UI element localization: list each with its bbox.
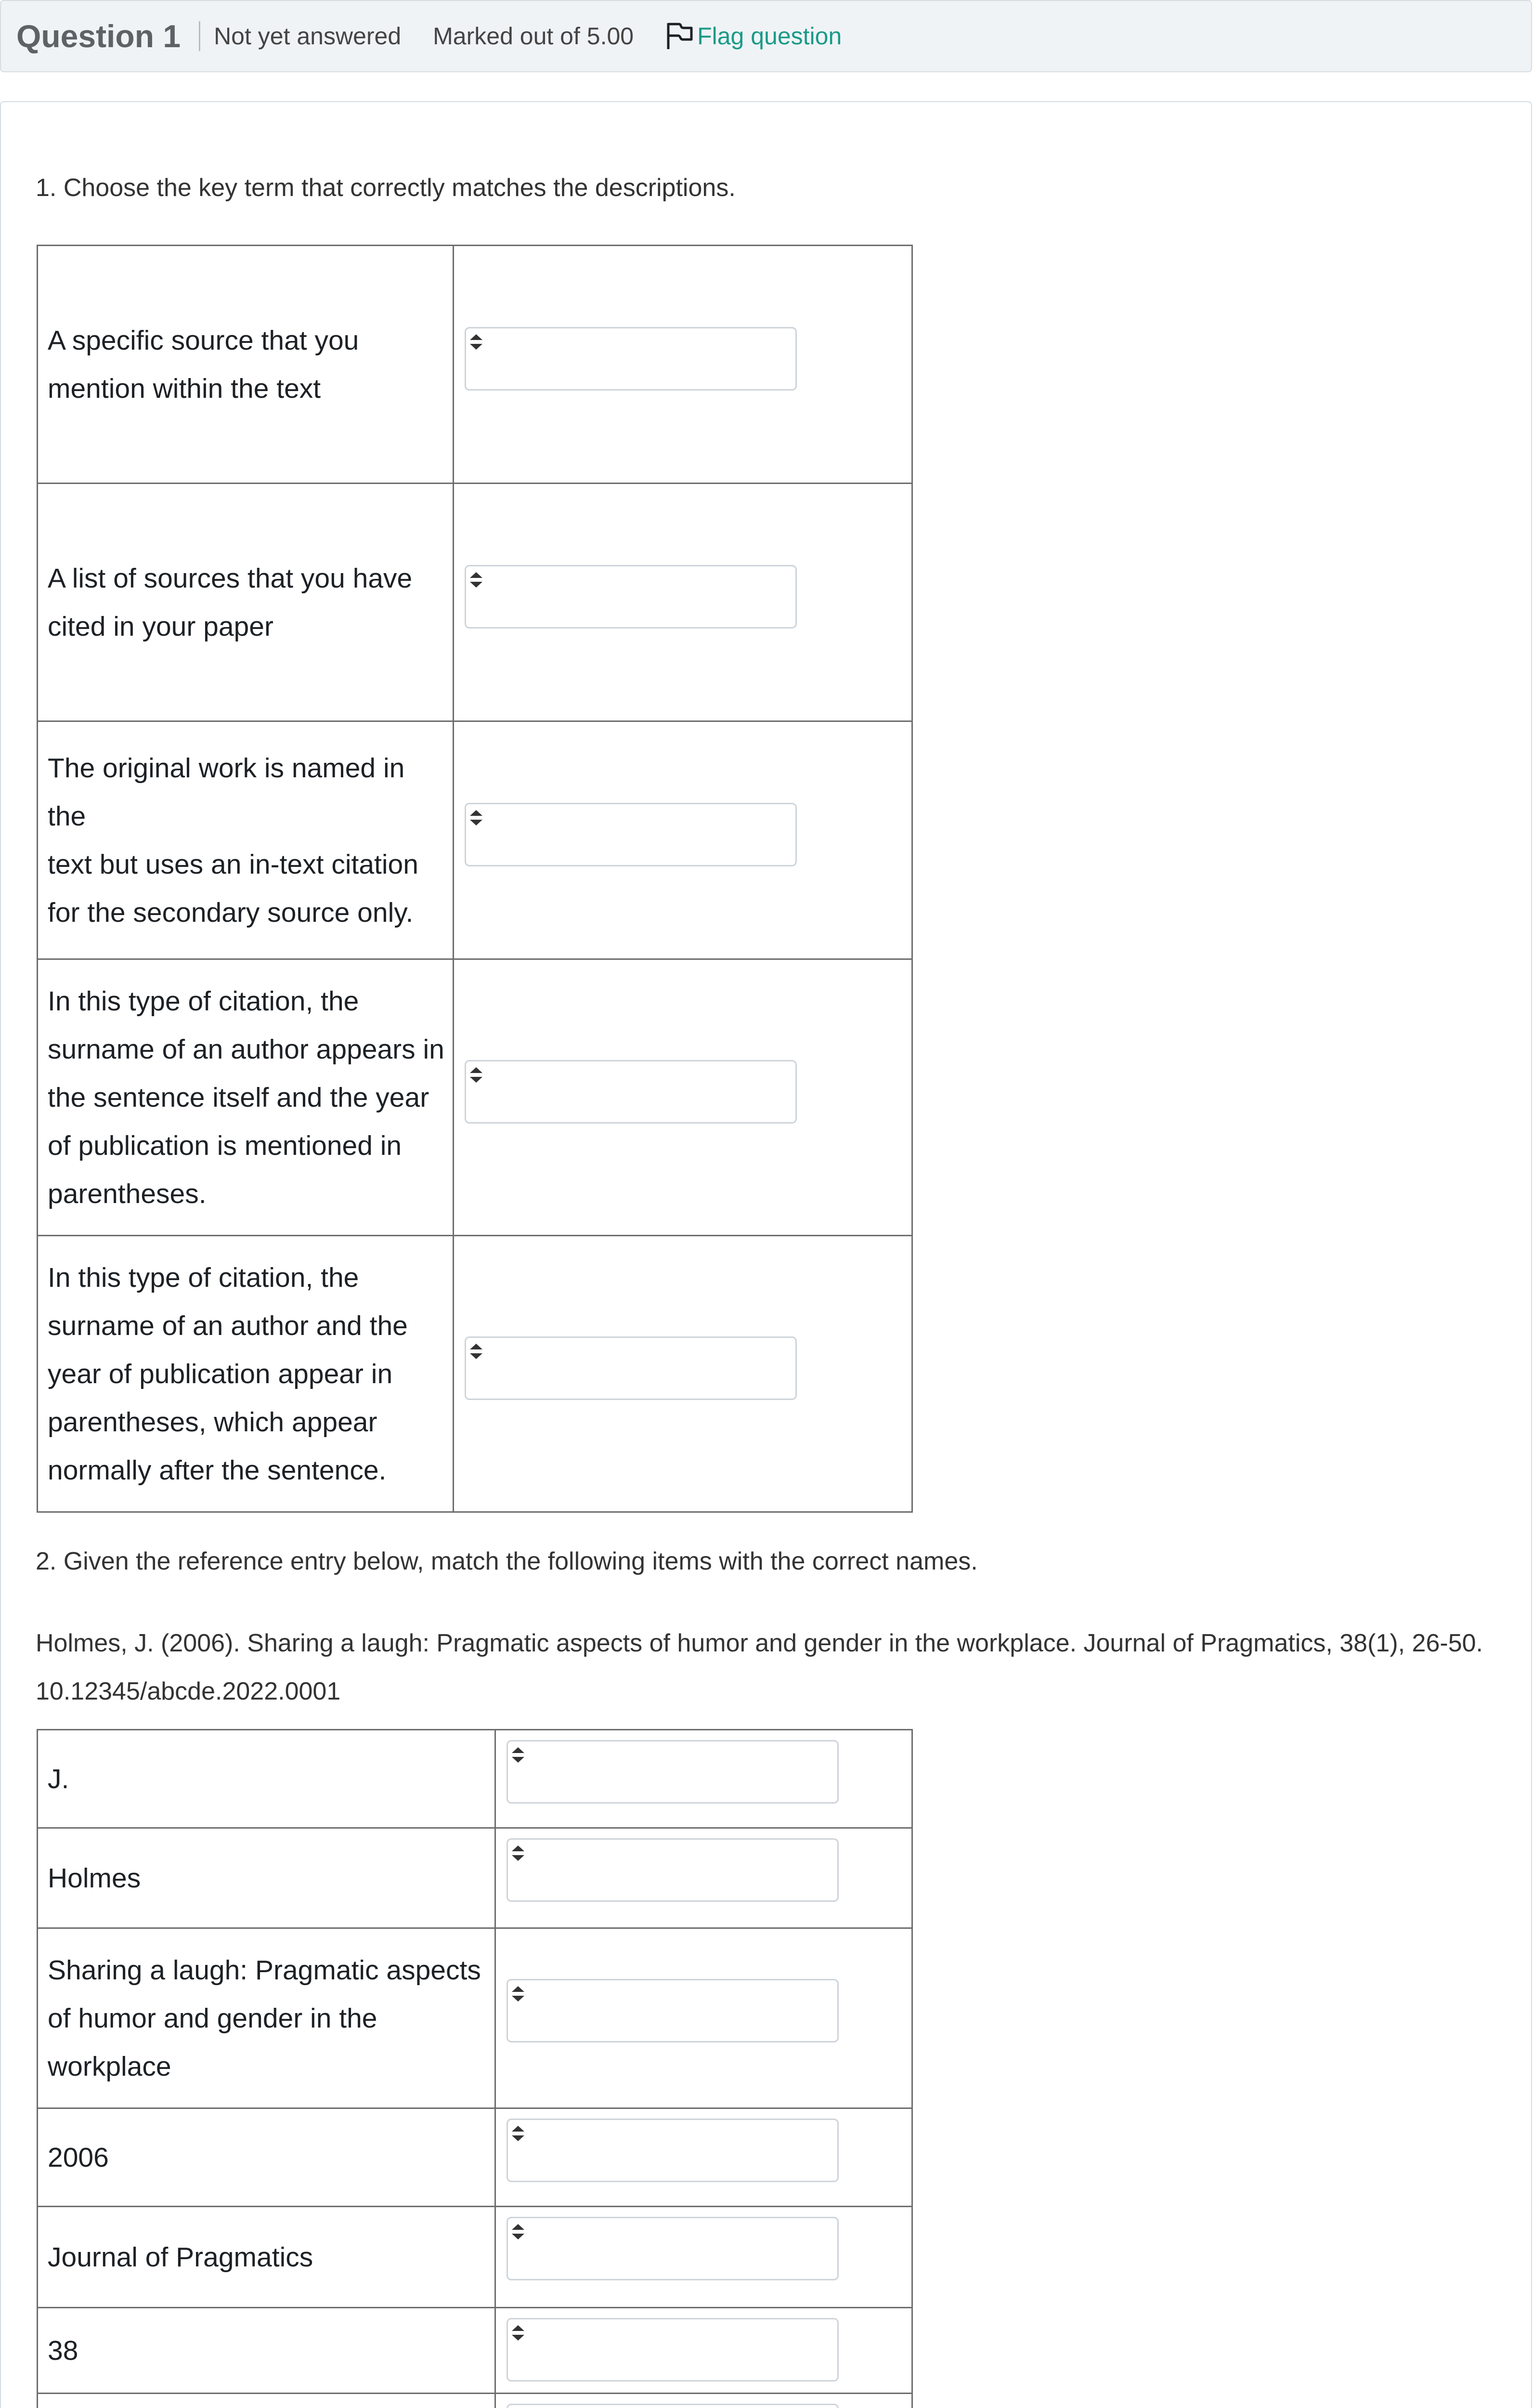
answer-select[interactable]: [507, 1979, 839, 2042]
part2-row: [38, 2207, 912, 2308]
part1-description-line: parentheses.: [48, 1178, 207, 1209]
select-sort-arrows-icon: [467, 1062, 485, 1086]
part2-description-cell: [38, 2207, 495, 2308]
reference-entry-line2: 10.12345/abcde.2022.0001: [36, 1677, 341, 1705]
part2-row: [38, 2108, 912, 2207]
part2-description-cell: [38, 2108, 495, 2207]
answer-select[interactable]: [507, 2404, 839, 2408]
part1-description-cell: [38, 959, 454, 1236]
question-number: Question 1: [16, 18, 181, 54]
part1-row: [38, 1236, 912, 1512]
part2-description-line: Sharing a laugh: Pragmatic aspects: [48, 1954, 481, 1986]
answer-select[interactable]: [465, 803, 797, 866]
part1-description-line: normally after the sentence.: [48, 1454, 387, 1486]
select-sort-arrows-icon: [467, 805, 485, 829]
part2-description-cell: [38, 1730, 495, 1828]
part1-prompt: 1. Choose the key term that correctly matches the descriptions.: [36, 174, 736, 202]
part2-answer-cell: [495, 2108, 912, 2207]
part1-description-line: year of publication appear in: [48, 1358, 393, 1389]
part2-row: [38, 2308, 912, 2394]
select-sort-arrows-icon: [467, 1339, 485, 1363]
part1-description-line: of publication is mentioned in: [48, 1130, 402, 1161]
part1-description-cell: [38, 721, 454, 959]
part1-description-line: surname of an author and the: [48, 1310, 408, 1341]
select-sort-arrows-icon: [467, 567, 485, 591]
part1-answer-cell: [453, 484, 912, 721]
part1-description-line: A specific source that you: [48, 325, 359, 356]
part2-description-line: Holmes: [48, 1862, 141, 1894]
part1-row: [38, 484, 912, 721]
select-sort-arrows-icon: [509, 2121, 527, 2145]
flag-question-label: Flag question: [697, 23, 842, 50]
part1-answer-cell: [453, 959, 912, 1236]
part2-answer-cell: [495, 1928, 912, 2108]
part2-description-cell: [38, 1928, 495, 2108]
part2-description-cell: [38, 2394, 495, 2408]
part1-description-line: mention within the text: [48, 373, 321, 404]
answer-select[interactable]: [465, 1060, 797, 1124]
part2-prompt: 2. Given the reference entry below, match the following items with the correct names.: [36, 1547, 978, 1575]
part2-row: [38, 1730, 912, 1828]
part1-description-cell: [38, 246, 454, 484]
part2-row: [38, 1928, 912, 2108]
answer-select[interactable]: [465, 327, 797, 391]
part2-answer-cell: [495, 2394, 912, 2408]
part2-description-line: 38: [48, 2335, 78, 2366]
part2-description-line: workplace: [48, 2051, 171, 2082]
part1-description-line: A list of sources that you have: [48, 563, 413, 594]
select-sort-arrows-icon: [467, 329, 485, 353]
question-grade: Marked out of 5.00: [433, 23, 634, 50]
select-sort-arrows-icon: [509, 1981, 527, 2005]
part1-description-line: cited in your paper: [48, 611, 273, 642]
part1-description-line: In this type of citation, the: [48, 1262, 359, 1293]
part2-answer-cell: [495, 1828, 912, 1928]
part1-description-line: for the secondary source only.: [48, 897, 414, 928]
part2-row: [38, 2394, 912, 2408]
select-sort-arrows-icon: [509, 1841, 527, 1865]
flag-question-link[interactable]: [665, 21, 842, 51]
part2-description-line: Journal of Pragmatics: [48, 2241, 313, 2273]
part1-row: [38, 959, 912, 1236]
answer-select[interactable]: [507, 2217, 839, 2280]
part2-description-line: of humor and gender in the: [48, 2002, 377, 2034]
part1-description-cell: [38, 1236, 454, 1512]
part2-description-line: J.: [48, 1763, 69, 1794]
part1-description-line: The original work is named in the: [48, 752, 405, 832]
part1-answer-cell: [453, 1236, 912, 1512]
select-sort-arrows-icon: [509, 1742, 527, 1767]
info-divider: [199, 21, 200, 51]
key-term-match-table: [37, 245, 913, 1513]
part2-answer-cell: [495, 1730, 912, 1828]
reference-match-table: [37, 1729, 913, 2408]
answer-select[interactable]: [507, 2318, 839, 2382]
part2-description-cell: [38, 2308, 495, 2394]
select-sort-arrows-icon: [509, 2320, 527, 2344]
part1-description-line: text but uses an in-text citation: [48, 849, 418, 880]
part2-description-cell: [38, 1828, 495, 1928]
question-state: Not yet answered: [214, 23, 402, 50]
part1-answer-cell: [453, 246, 912, 484]
answer-select[interactable]: [507, 1838, 839, 1902]
flag-icon: [665, 21, 694, 51]
part2-description-line: 2006: [48, 2142, 109, 2173]
part2-answer-cell: [495, 2308, 912, 2394]
select-sort-arrows-icon: [509, 2406, 527, 2408]
select-sort-arrows-icon: [509, 2219, 527, 2243]
answer-select[interactable]: [465, 1336, 797, 1400]
reference-entry-line1: Holmes, J. (2006). Sharing a laugh: Pragmatic aspects of humor and gender in the workplace. Journal of Pragmatics, 38(1), 26-50.: [36, 1629, 1483, 1657]
part1-description-cell: [38, 484, 454, 721]
answer-select[interactable]: [507, 2119, 839, 2182]
part1-row: [38, 246, 912, 484]
part2-row: [38, 1828, 912, 1928]
part1-row: [38, 721, 912, 959]
part1-description-line: the sentence itself and the year: [48, 1082, 429, 1113]
part1-description-line: In this type of citation, the: [48, 985, 359, 1017]
part1-description-line: parentheses, which appear: [48, 1406, 377, 1438]
answer-select[interactable]: [507, 1740, 839, 1804]
part1-description-line: surname of an author appears in: [48, 1034, 444, 1065]
answer-select[interactable]: [465, 565, 797, 628]
part2-answer-cell: [495, 2207, 912, 2308]
question-info-panel: [0, 0, 1532, 72]
part1-answer-cell: [453, 721, 912, 959]
